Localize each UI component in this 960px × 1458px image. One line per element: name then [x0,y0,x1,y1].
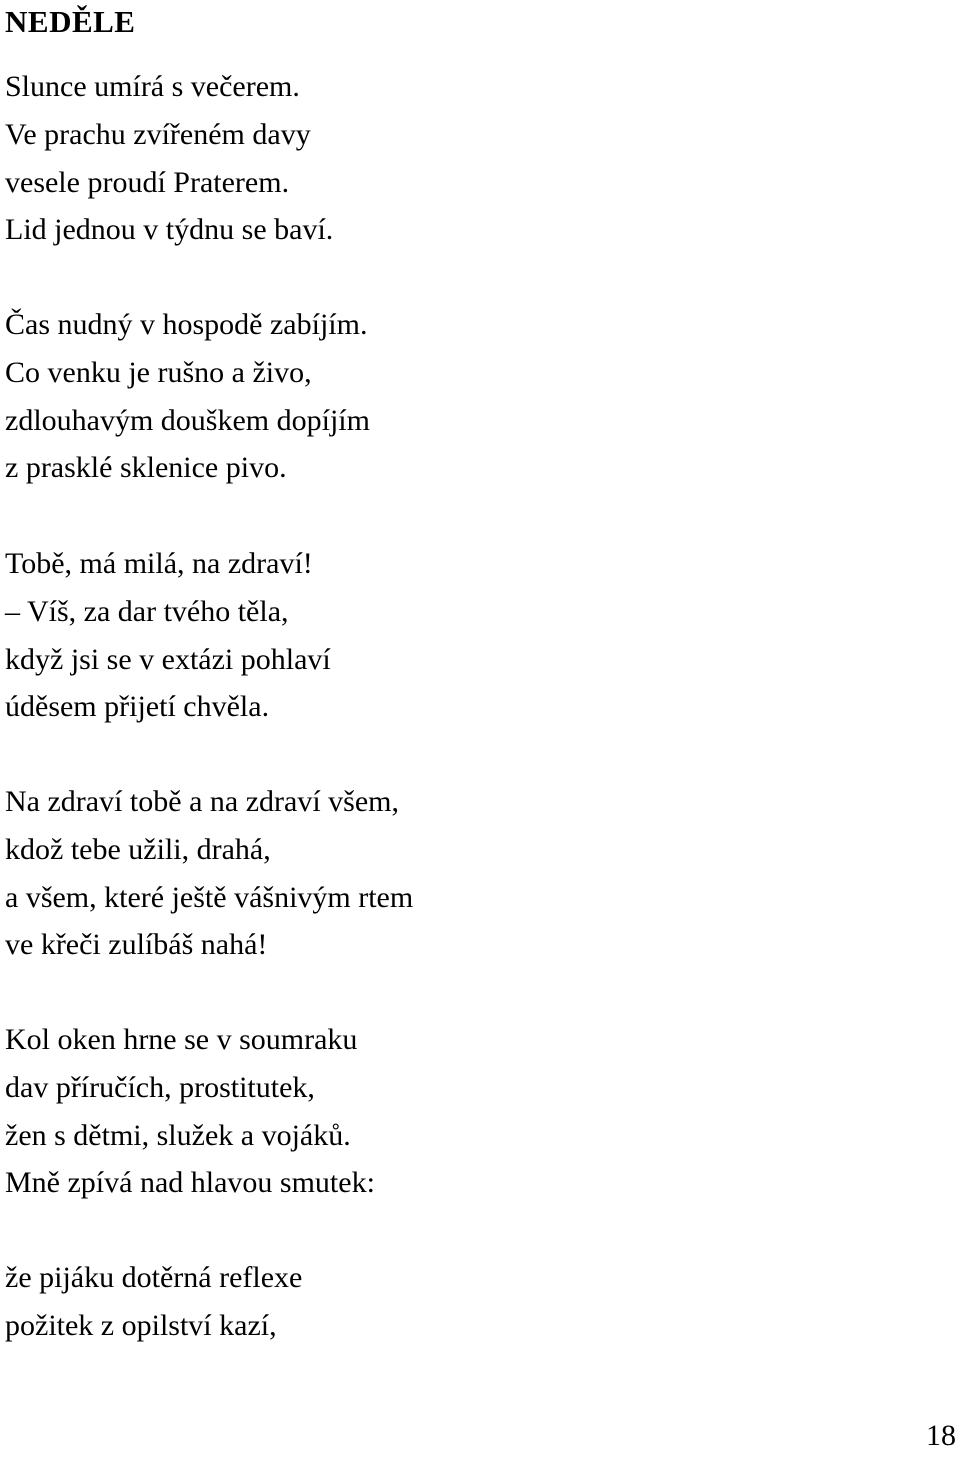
poem-title: NEDĚLE [5,4,136,39]
verse-line: úděsem přijetí chvěla. [5,690,270,724]
verse-line: a všem, které ještě vášnivým rtem [5,880,414,914]
verse-line: Tobě, má milá, na zdraví! [5,547,313,580]
verse-line: Čas nudný v hospodě zabíjím. [5,308,368,341]
verse-line: žen s dětmi, služek a vojáků. [5,1118,351,1152]
verse-line: – Víš, za dar tvého těla, [5,594,289,628]
verse-line: když jsi se v extázi pohlaví [5,642,331,676]
verse-line: Na zdraví tobě a na zdraví všem, [5,785,399,818]
verse-line: Co venku je rušno a živo, [5,355,312,389]
verse-line: Lid jednou v týdnu se baví. [5,213,334,247]
verse-line: kdož tebe užili, drahá, [5,832,271,866]
verse-line: z prasklé sklenice pivo. [5,451,287,485]
verse-line: zdlouhavým douškem dopíjím [5,403,370,437]
verse-line: požitek z opilství kazí, [5,1308,277,1342]
page-number: 18 [926,1419,956,1452]
verse-line: Mně zpívá nad hlavou smutek: [5,1166,375,1200]
verse-line: vesele proudí Praterem. [5,165,290,199]
verse-line: Slunce umírá s večerem. [5,70,300,103]
stanza-1 [5,63,333,254]
verse-line: že pijáku dotěrná reflexe [5,1261,303,1294]
stanza-6 [5,1254,302,1350]
stanza-3 [5,540,331,731]
verse-line: dav příručích, prostitutek, [5,1070,315,1104]
verse-line: Kol oken hrne se v soumraku [5,1023,358,1056]
stanza-2 [5,301,370,492]
stanza-4 [5,778,413,969]
verse-line: ve křeči zulíbáš nahá! [5,928,268,962]
verse-line: Ve prachu zvířeném davy [5,117,311,151]
stanza-5 [5,1016,375,1207]
